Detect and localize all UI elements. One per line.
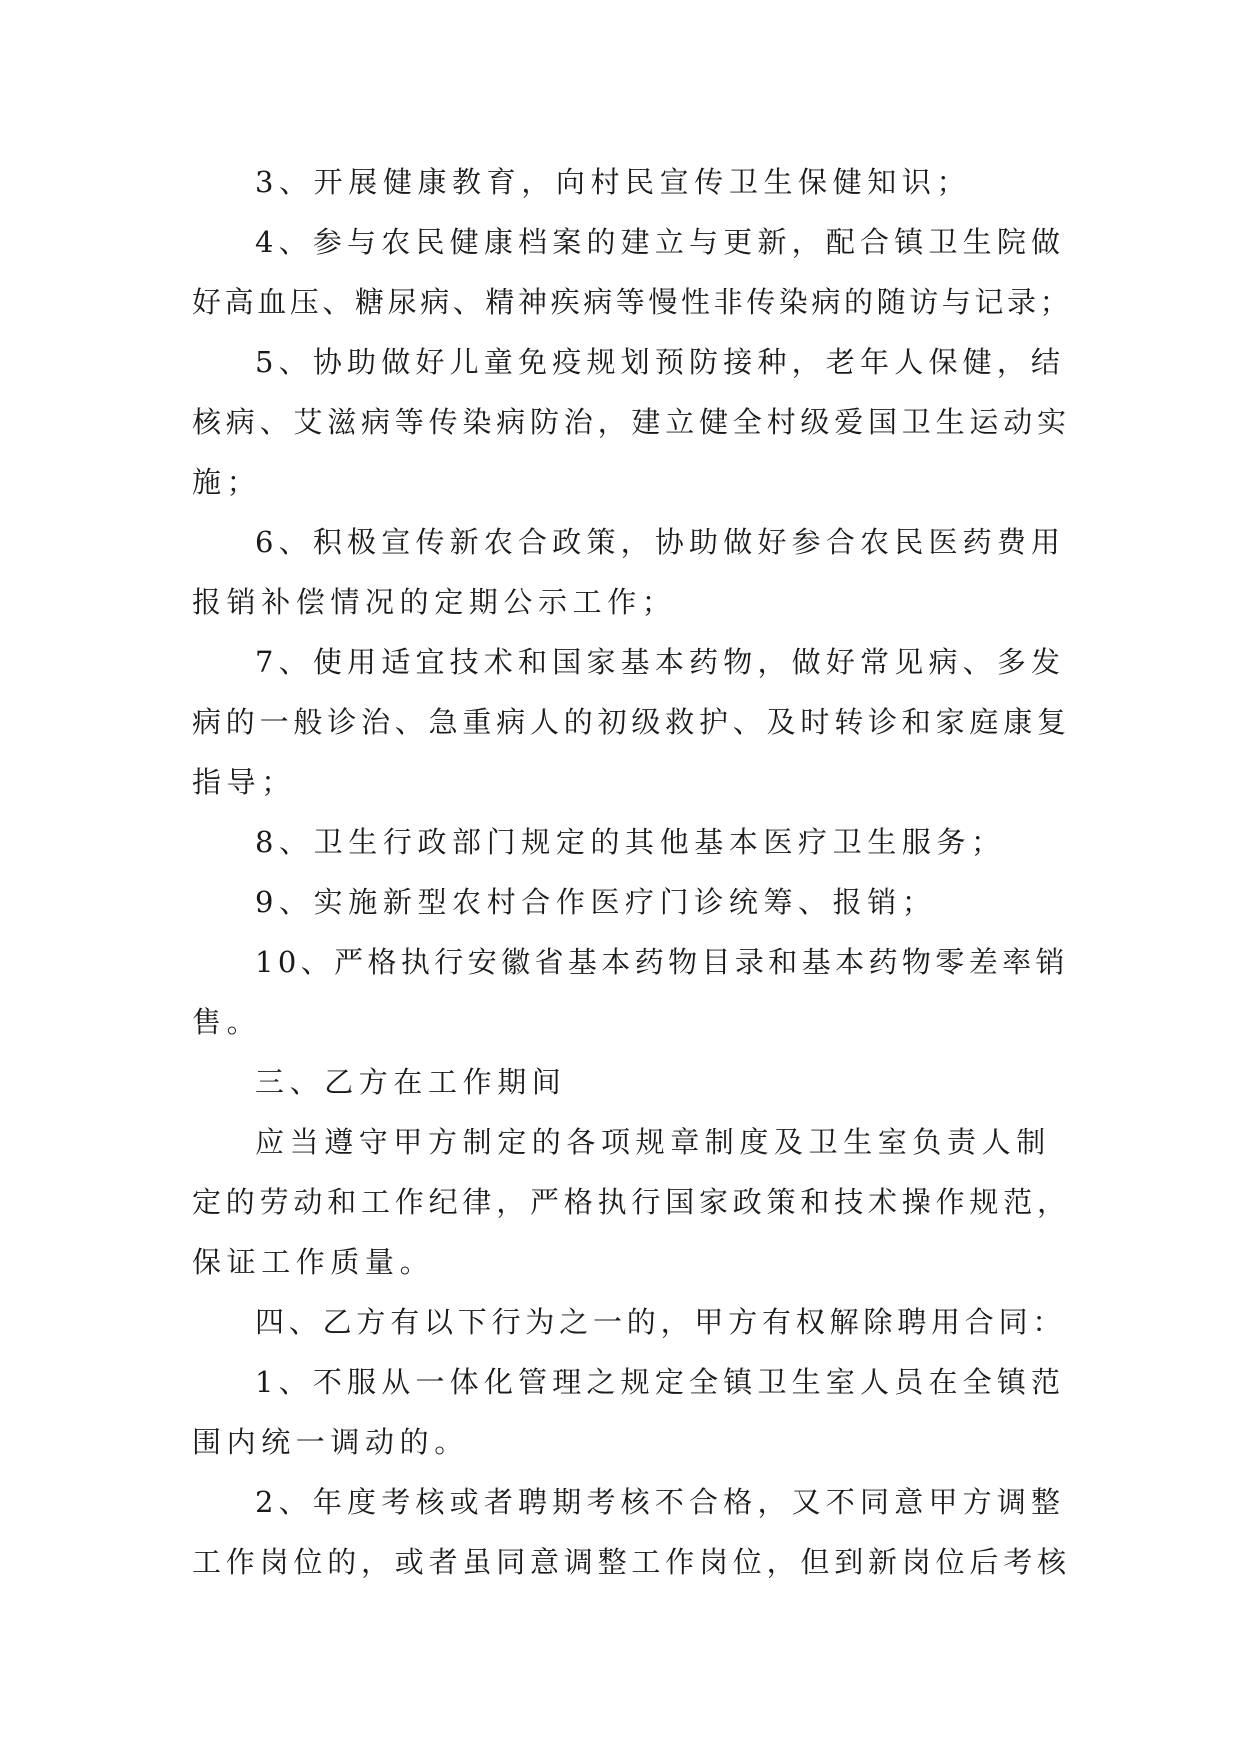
text-line: 5、协助做好儿童免疫规划预防接种，老年人保健，结: [255, 345, 1066, 379]
text-line: 1、不服从一体化管理之规定全镇卫生室人员在全镇范: [255, 1365, 1066, 1399]
text-line: 病的一般诊治、急重病人的初级救护、及时转诊和家庭康复: [192, 705, 1071, 739]
text-line: 8、卫生行政部门规定的其他基本医疗卫生服务；: [255, 825, 1006, 859]
text-line: 应当遵守甲方制定的各项规章制度及卫生室负责人制: [255, 1125, 1051, 1159]
text-line: 工作岗位的，或者虽同意调整工作岗位，但到新岗位后考核: [192, 1545, 1071, 1579]
text-line: 2、年度考核或者聘期考核不合格，又不同意甲方调整: [255, 1485, 1066, 1519]
text-line: 好高血压、糖尿病、精神疾病等慢性非传染病的随访与记录；: [192, 285, 1073, 319]
text-line: 施；: [192, 465, 262, 499]
text-line: 定的劳动和工作纪律，严格执行国家政策和技术操作规范，: [192, 1185, 1071, 1219]
text-line: 7、使用适宜技术和国家基本药物，做好常见病、多发: [255, 645, 1066, 679]
text-line: 3、开展健康教育，向村民宣传卫生保健知识；: [255, 165, 972, 199]
text-line: 保证工作质量。: [192, 1245, 435, 1279]
section-heading: 四、乙方有以下行为之一的，甲方有权解除聘用合同：: [255, 1305, 1067, 1339]
text-line: 售。: [192, 1005, 262, 1039]
text-line: 报销补偿情况的定期公示工作；: [192, 585, 677, 619]
text-line: 4、参与农民健康档案的建立与更新，配合镇卫生院做: [255, 225, 1066, 259]
text-line: 9、实施新型农村合作医疗门诊统筹、报销；: [255, 885, 937, 919]
text-line: 核病、艾滋病等传染病防治，建立健全村级爱国卫生运动实: [192, 405, 1071, 439]
text-line: 6、积极宣传新农合政策，协助做好参合农民医药费用: [255, 525, 1066, 559]
text-line: 围内统一调动的。: [192, 1425, 469, 1459]
section-heading: 三、乙方在工作期间: [255, 1065, 567, 1099]
text-line: 10、严格执行安徽省基本药物目录和基本药物零差率销: [255, 945, 1069, 979]
text-line: 指导；: [192, 765, 296, 799]
